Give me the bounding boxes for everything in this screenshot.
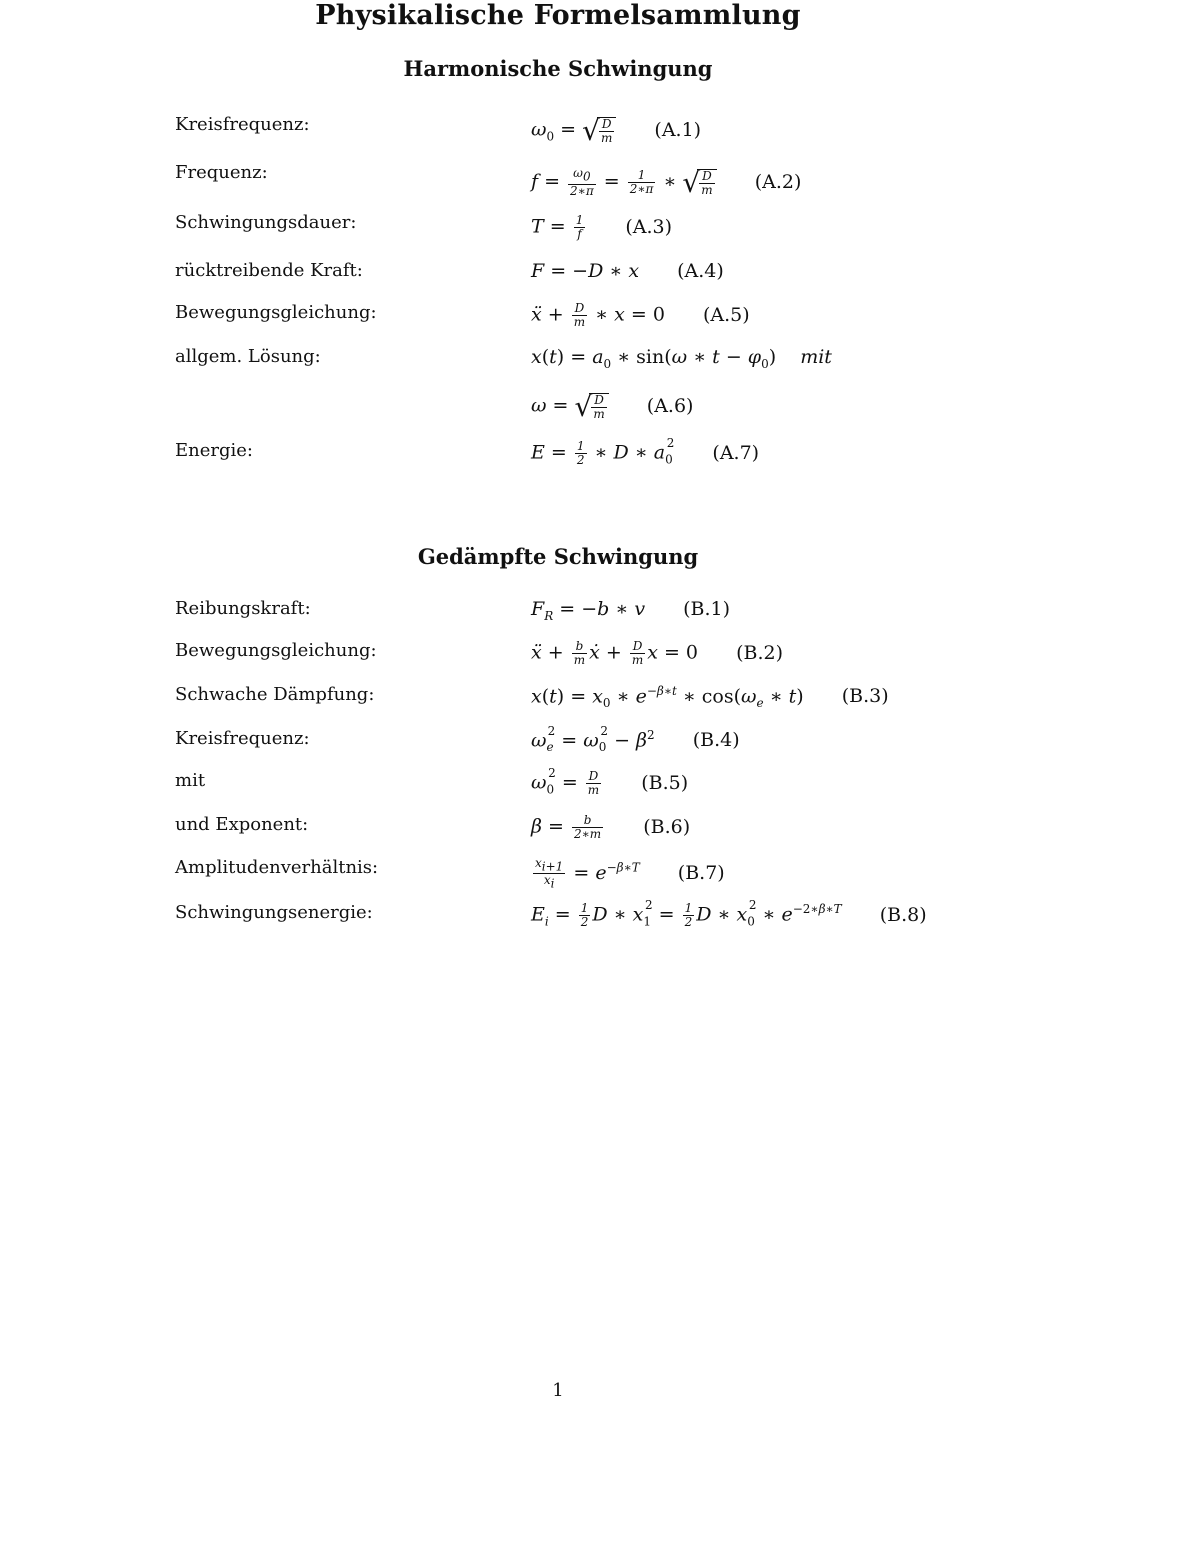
equation-number: (A.4) bbox=[677, 260, 724, 282]
formula-row-b8 bbox=[175, 898, 1075, 942]
formula-row-a2 bbox=[175, 162, 1075, 202]
formula-label: Bewegungsgleichung: bbox=[175, 640, 377, 661]
formula-row-b4 bbox=[175, 724, 1075, 768]
formula-row-b3 bbox=[175, 684, 1075, 724]
formula-label: mit bbox=[175, 770, 206, 791]
formula-label: Schwingungsdauer: bbox=[175, 212, 357, 233]
equation-number: (B.6) bbox=[643, 815, 691, 838]
formula-label: Amplitudenverhältnis: bbox=[175, 857, 379, 878]
formula: β = $\frac{b}{2∗m}$ (B.6) bbox=[531, 813, 691, 841]
formula: E = $\frac{1}{2}$ ∗ D ∗ $a_0^2$ (A.7) bbox=[531, 436, 760, 467]
formula-label: Kreisfrequenz: bbox=[175, 728, 310, 749]
equation-number: (B.2) bbox=[736, 641, 783, 664]
formula: ẍ + $\frac{D}{m}$ ∗ x = 0 (A.5) bbox=[531, 301, 750, 329]
formula: ω = √ $\frac{D}{m}$ (A.6) bbox=[531, 390, 694, 423]
equation-number: (A.7) bbox=[712, 441, 760, 464]
equation-number: (A.6) bbox=[646, 394, 694, 417]
equation-number: (A.1) bbox=[654, 118, 702, 141]
formula-label: und Exponent: bbox=[175, 814, 309, 835]
formula-row-a5 bbox=[175, 302, 1075, 342]
formula: $\omega_0^2$ = $\frac{D}{m}$ (B.5) bbox=[531, 766, 689, 797]
formula-row-b7 bbox=[175, 857, 1075, 897]
formula-label: rücktreibende Kraft: bbox=[175, 260, 363, 281]
formula: $E_i$ = $\frac{1}{2}$ D ∗ $x_1^2$ = $\frac{1}{2}$ D ∗ $x_0^2$ ∗ $e^{-2∗\beta∗T}$ (B.8) bbox=[531, 898, 927, 929]
equation-number: (B.7) bbox=[677, 861, 725, 884]
formula-label: allgem. Lösung: bbox=[175, 346, 321, 367]
formula-row-a1 bbox=[175, 114, 1075, 154]
formula-label: Reibungskraft: bbox=[175, 598, 311, 619]
formula: $F_R = -b$ ∗ v (B.1) bbox=[531, 598, 731, 623]
equation-number: (B.5) bbox=[641, 771, 689, 794]
formula: $x(t) = a_0$ ∗ sin(ω ∗ $t - \varphi_0$) mit bbox=[531, 346, 832, 371]
formula-label: Kreisfrequenz: bbox=[175, 114, 310, 135]
formula: ẍ + $\frac{b}{m}$ ẋ + $\frac{D}{m}$ x = 0 (B.2) bbox=[531, 639, 783, 667]
formula-label: Energie: bbox=[175, 440, 253, 461]
equation-number: (B.3) bbox=[841, 685, 889, 708]
equation-number: (B.4) bbox=[692, 729, 740, 752]
formula-row-a4 bbox=[175, 260, 1075, 300]
document-title: Physikalische Formelsammlung bbox=[315, 0, 801, 31]
page-number: 1 bbox=[552, 1380, 564, 1401]
formula: T = $\frac{1}{f}$ (A.3) bbox=[531, 213, 673, 241]
formula-label: Frequenz: bbox=[175, 162, 268, 183]
section-title-damped: Gedämpfte Schwingung bbox=[417, 544, 699, 569]
formula-row-a7 bbox=[175, 436, 1075, 480]
formula-row-a6 bbox=[175, 390, 1075, 430]
formula: F = −D ∗ x (A.4) bbox=[531, 260, 724, 282]
formula-row-b1 bbox=[175, 598, 1075, 638]
equation-number: (A.5) bbox=[702, 303, 750, 326]
formula-label: Schwache Dämpfung: bbox=[175, 684, 375, 705]
formula-row-a3 bbox=[175, 212, 1075, 252]
formula-row-b2 bbox=[175, 640, 1075, 680]
formula-row-b6 bbox=[175, 814, 1075, 854]
equation-number: (A.3) bbox=[625, 215, 673, 238]
equation-number: (B.8) bbox=[879, 903, 927, 926]
formula-row-solution bbox=[175, 346, 1075, 386]
formula: $\frac{x_{i+1}}{x_i}$ = $e^{-\beta∗T}$ (B.7) bbox=[535, 856, 725, 891]
formula-label: Schwingungsenergie: bbox=[175, 902, 373, 923]
section-title-harmonic: Harmonische Schwingung bbox=[403, 56, 713, 81]
formula-row-b5 bbox=[175, 766, 1075, 810]
formula: f = $\frac{\omega_0}{2∗\pi}$ = $\frac{1}{2∗\pi}$ ∗ √ $\frac{D}{m}$ (A.2) bbox=[531, 166, 802, 199]
formula-label: Bewegungsgleichung: bbox=[175, 302, 377, 323]
formula: $x(t) = x_0$ ∗ $e^{-\beta∗t}$ ∗ $\cos(\omega_e$ ∗ t) (B.3) bbox=[531, 684, 889, 711]
equation-number: (B.1) bbox=[683, 598, 731, 620]
formula: $\omega_0$ = √ $\frac{D}{m}$ (A.1) bbox=[531, 114, 702, 147]
equation-number: (A.2) bbox=[754, 170, 802, 193]
formula: $\omega_e^2 = \omega_0^2 - \beta^2$ (B.4) bbox=[531, 724, 740, 755]
